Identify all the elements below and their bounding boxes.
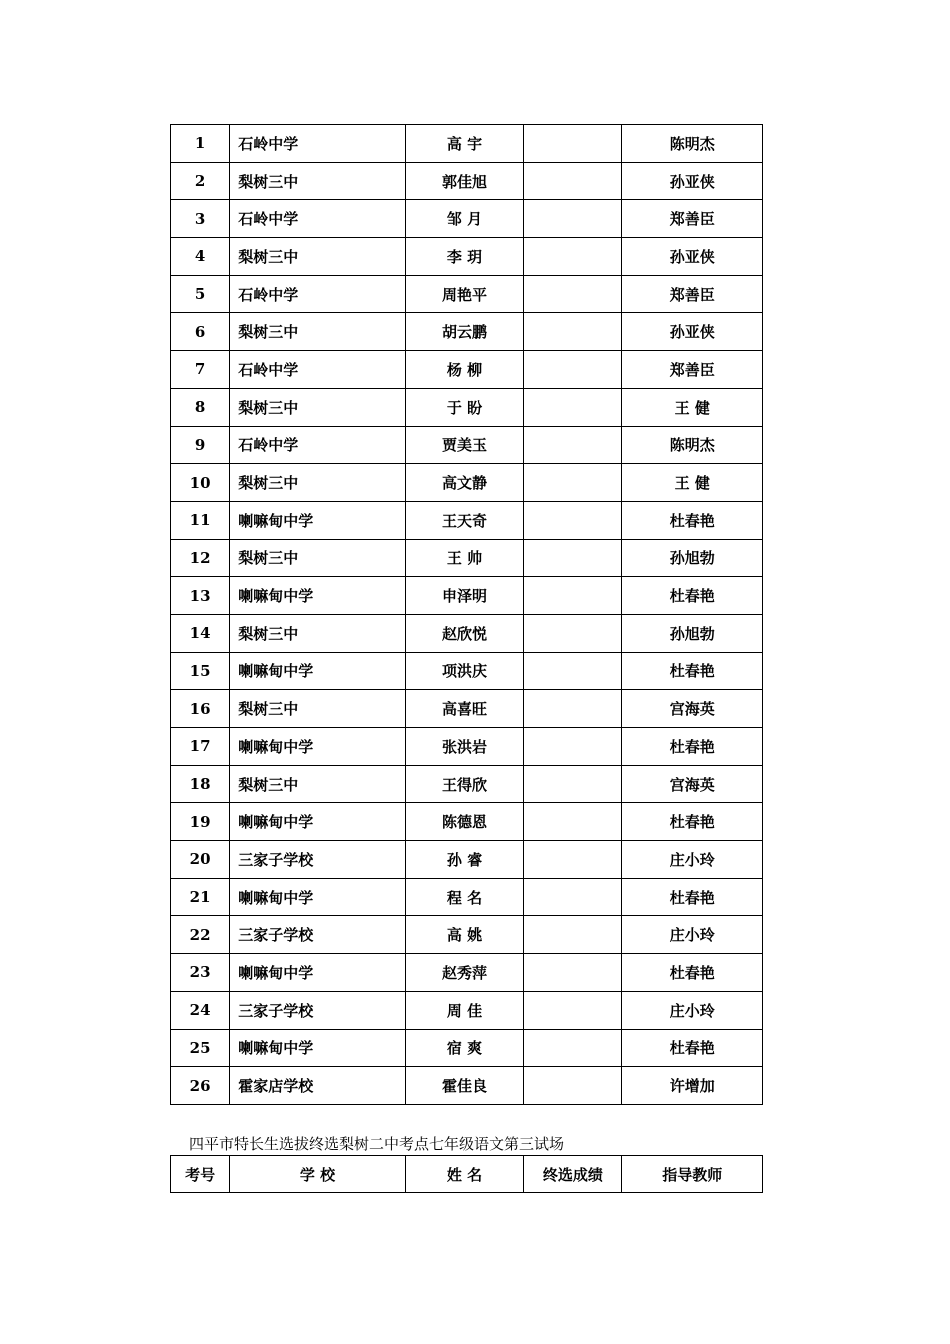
final-score-cell — [524, 765, 622, 803]
teacher-cell: 郑善臣 — [622, 200, 763, 238]
final-score-cell — [524, 652, 622, 690]
student-name-cell: 周艳平 — [405, 275, 523, 313]
header-school: 学 校 — [230, 1156, 406, 1193]
final-score-cell — [524, 614, 622, 652]
final-score-cell — [524, 125, 622, 163]
table-row — [171, 351, 763, 389]
school-cell: 梨树三中 — [230, 614, 406, 652]
table-row — [171, 690, 763, 728]
table-row — [171, 125, 763, 163]
school-cell: 喇嘛甸中学 — [230, 728, 406, 766]
student-name-cell: 赵欣悦 — [405, 614, 523, 652]
exam-room-caption: 四平市特长生选拔终选梨树二中考点七年级语文第三试场 — [189, 1135, 565, 1153]
table-row — [171, 1029, 763, 1067]
student-name-cell: 周 佳 — [405, 991, 523, 1029]
student-name-cell: 程 名 — [405, 878, 523, 916]
table-row — [171, 954, 763, 992]
final-score-cell — [524, 728, 622, 766]
student-name-cell: 邹 月 — [405, 200, 523, 238]
table-row — [171, 238, 763, 276]
table-row — [171, 464, 763, 502]
school-cell: 梨树三中 — [230, 238, 406, 276]
next-table-header — [170, 1155, 763, 1193]
school-cell: 喇嘛甸中学 — [230, 501, 406, 539]
exam-number-cell: 17 — [171, 728, 230, 766]
final-score-cell — [524, 426, 622, 464]
student-name-cell: 于 盼 — [405, 388, 523, 426]
final-score-cell — [524, 1029, 622, 1067]
header-name: 姓 名 — [405, 1156, 523, 1193]
student-name-cell: 项洪庆 — [405, 652, 523, 690]
teacher-cell: 杜春艳 — [622, 728, 763, 766]
school-cell: 石岭中学 — [230, 426, 406, 464]
teacher-cell: 庄小玲 — [622, 991, 763, 1029]
student-name-cell: 贾美玉 — [405, 426, 523, 464]
final-score-cell — [524, 577, 622, 615]
school-cell: 梨树三中 — [230, 388, 406, 426]
teacher-cell: 郑善臣 — [622, 275, 763, 313]
teacher-cell: 王 健 — [622, 464, 763, 502]
exam-number-cell: 9 — [171, 426, 230, 464]
table-row — [171, 275, 763, 313]
teacher-cell: 杜春艳 — [622, 652, 763, 690]
school-cell: 喇嘛甸中学 — [230, 577, 406, 615]
student-name-cell: 宿 爽 — [405, 1029, 523, 1067]
student-name-cell: 高 姚 — [405, 916, 523, 954]
student-name-cell: 李 玥 — [405, 238, 523, 276]
final-score-cell — [524, 351, 622, 389]
exam-number-cell: 2 — [171, 162, 230, 200]
student-name-cell: 孙 睿 — [405, 841, 523, 879]
teacher-cell: 宫海英 — [622, 690, 763, 728]
exam-number-cell: 19 — [171, 803, 230, 841]
student-name-cell: 霍佳良 — [405, 1067, 523, 1105]
exam-number-cell: 15 — [171, 652, 230, 690]
school-cell: 石岭中学 — [230, 125, 406, 163]
final-score-cell — [524, 916, 622, 954]
exam-number-cell: 6 — [171, 313, 230, 351]
exam-number-cell: 18 — [171, 765, 230, 803]
final-score-cell — [524, 690, 622, 728]
school-cell: 三家子学校 — [230, 991, 406, 1029]
student-name-cell: 高 宇 — [405, 125, 523, 163]
final-score-cell — [524, 803, 622, 841]
table-row — [171, 539, 763, 577]
teacher-cell: 庄小玲 — [622, 841, 763, 879]
exam-number-cell: 22 — [171, 916, 230, 954]
school-cell: 三家子学校 — [230, 841, 406, 879]
school-cell: 喇嘛甸中学 — [230, 1029, 406, 1067]
teacher-cell: 杜春艳 — [622, 1029, 763, 1067]
final-score-cell — [524, 841, 622, 879]
final-score-cell — [524, 313, 622, 351]
header-teacher: 指导教师 — [622, 1156, 763, 1193]
final-score-cell — [524, 991, 622, 1029]
school-cell: 喇嘛甸中学 — [230, 954, 406, 992]
exam-number-cell: 4 — [171, 238, 230, 276]
teacher-cell: 许增加 — [622, 1067, 763, 1105]
final-score-cell — [524, 162, 622, 200]
results-table-body — [171, 125, 763, 1105]
table-row — [171, 577, 763, 615]
teacher-cell: 杜春艳 — [622, 501, 763, 539]
final-score-cell — [524, 954, 622, 992]
student-name-cell: 郭佳旭 — [405, 162, 523, 200]
table-row — [171, 200, 763, 238]
exam-number-cell: 16 — [171, 690, 230, 728]
teacher-cell: 王 健 — [622, 388, 763, 426]
school-cell: 石岭中学 — [230, 200, 406, 238]
exam-number-cell: 24 — [171, 991, 230, 1029]
table-row — [171, 313, 763, 351]
final-score-cell — [524, 1067, 622, 1105]
exam-number-cell: 1 — [171, 125, 230, 163]
teacher-cell: 庄小玲 — [622, 916, 763, 954]
final-score-cell — [524, 464, 622, 502]
school-cell: 喇嘛甸中学 — [230, 803, 406, 841]
student-name-cell: 赵秀萍 — [405, 954, 523, 992]
school-cell: 石岭中学 — [230, 275, 406, 313]
table-row — [171, 388, 763, 426]
exam-number-cell: 12 — [171, 539, 230, 577]
table-row — [171, 426, 763, 464]
exam-number-cell: 25 — [171, 1029, 230, 1067]
table-row — [171, 162, 763, 200]
table-row — [171, 991, 763, 1029]
teacher-cell: 杜春艳 — [622, 577, 763, 615]
teacher-cell: 孙亚侠 — [622, 313, 763, 351]
final-score-cell — [524, 388, 622, 426]
exam-number-cell: 3 — [171, 200, 230, 238]
table-row — [171, 916, 763, 954]
school-cell: 三家子学校 — [230, 916, 406, 954]
teacher-cell: 孙亚侠 — [622, 162, 763, 200]
exam-number-cell: 11 — [171, 501, 230, 539]
exam-number-cell: 5 — [171, 275, 230, 313]
results-table — [170, 124, 763, 1105]
exam-number-cell: 26 — [171, 1067, 230, 1105]
exam-number-cell: 13 — [171, 577, 230, 615]
school-cell: 梨树三中 — [230, 313, 406, 351]
exam-number-cell: 7 — [171, 351, 230, 389]
header-exam-number: 考号 — [171, 1156, 230, 1193]
table-row — [171, 841, 763, 879]
teacher-cell: 陈明杰 — [622, 125, 763, 163]
exam-number-cell: 23 — [171, 954, 230, 992]
final-score-cell — [524, 200, 622, 238]
table-row — [171, 501, 763, 539]
final-score-cell — [524, 539, 622, 577]
teacher-cell: 孙亚侠 — [622, 238, 763, 276]
school-cell: 喇嘛甸中学 — [230, 652, 406, 690]
school-cell: 梨树三中 — [230, 464, 406, 502]
student-name-cell: 陈德恩 — [405, 803, 523, 841]
exam-number-cell: 14 — [171, 614, 230, 652]
exam-number-cell: 10 — [171, 464, 230, 502]
student-name-cell: 王得欣 — [405, 765, 523, 803]
student-name-cell: 王 帅 — [405, 539, 523, 577]
school-cell: 石岭中学 — [230, 351, 406, 389]
school-cell: 梨树三中 — [230, 539, 406, 577]
final-score-cell — [524, 275, 622, 313]
final-score-cell — [524, 501, 622, 539]
teacher-cell: 陈明杰 — [622, 426, 763, 464]
school-cell: 霍家店学校 — [230, 1067, 406, 1105]
table-row — [171, 652, 763, 690]
school-cell: 梨树三中 — [230, 162, 406, 200]
final-score-cell — [524, 878, 622, 916]
teacher-cell: 孙旭勃 — [622, 614, 763, 652]
teacher-cell: 杜春艳 — [622, 878, 763, 916]
table-row — [171, 878, 763, 916]
exam-number-cell: 20 — [171, 841, 230, 879]
header-final-score: 终选成绩 — [524, 1156, 622, 1193]
student-name-cell: 申泽明 — [405, 577, 523, 615]
school-cell: 梨树三中 — [230, 765, 406, 803]
student-name-cell: 张洪岩 — [405, 728, 523, 766]
table-row — [171, 765, 763, 803]
teacher-cell: 郑善臣 — [622, 351, 763, 389]
student-name-cell: 胡云鹏 — [405, 313, 523, 351]
exam-number-cell: 8 — [171, 388, 230, 426]
final-score-cell — [524, 238, 622, 276]
table-row — [171, 803, 763, 841]
student-name-cell: 高文静 — [405, 464, 523, 502]
table-row — [171, 1067, 763, 1105]
student-name-cell: 杨 柳 — [405, 351, 523, 389]
student-name-cell: 王天奇 — [405, 501, 523, 539]
header-row — [171, 1156, 763, 1193]
teacher-cell: 孙旭勃 — [622, 539, 763, 577]
school-cell: 梨树三中 — [230, 690, 406, 728]
teacher-cell: 宫海英 — [622, 765, 763, 803]
exam-number-cell: 21 — [171, 878, 230, 916]
teacher-cell: 杜春艳 — [622, 803, 763, 841]
student-name-cell: 高喜旺 — [405, 690, 523, 728]
table-row — [171, 614, 763, 652]
table-row — [171, 728, 763, 766]
teacher-cell: 杜春艳 — [622, 954, 763, 992]
school-cell: 喇嘛甸中学 — [230, 878, 406, 916]
